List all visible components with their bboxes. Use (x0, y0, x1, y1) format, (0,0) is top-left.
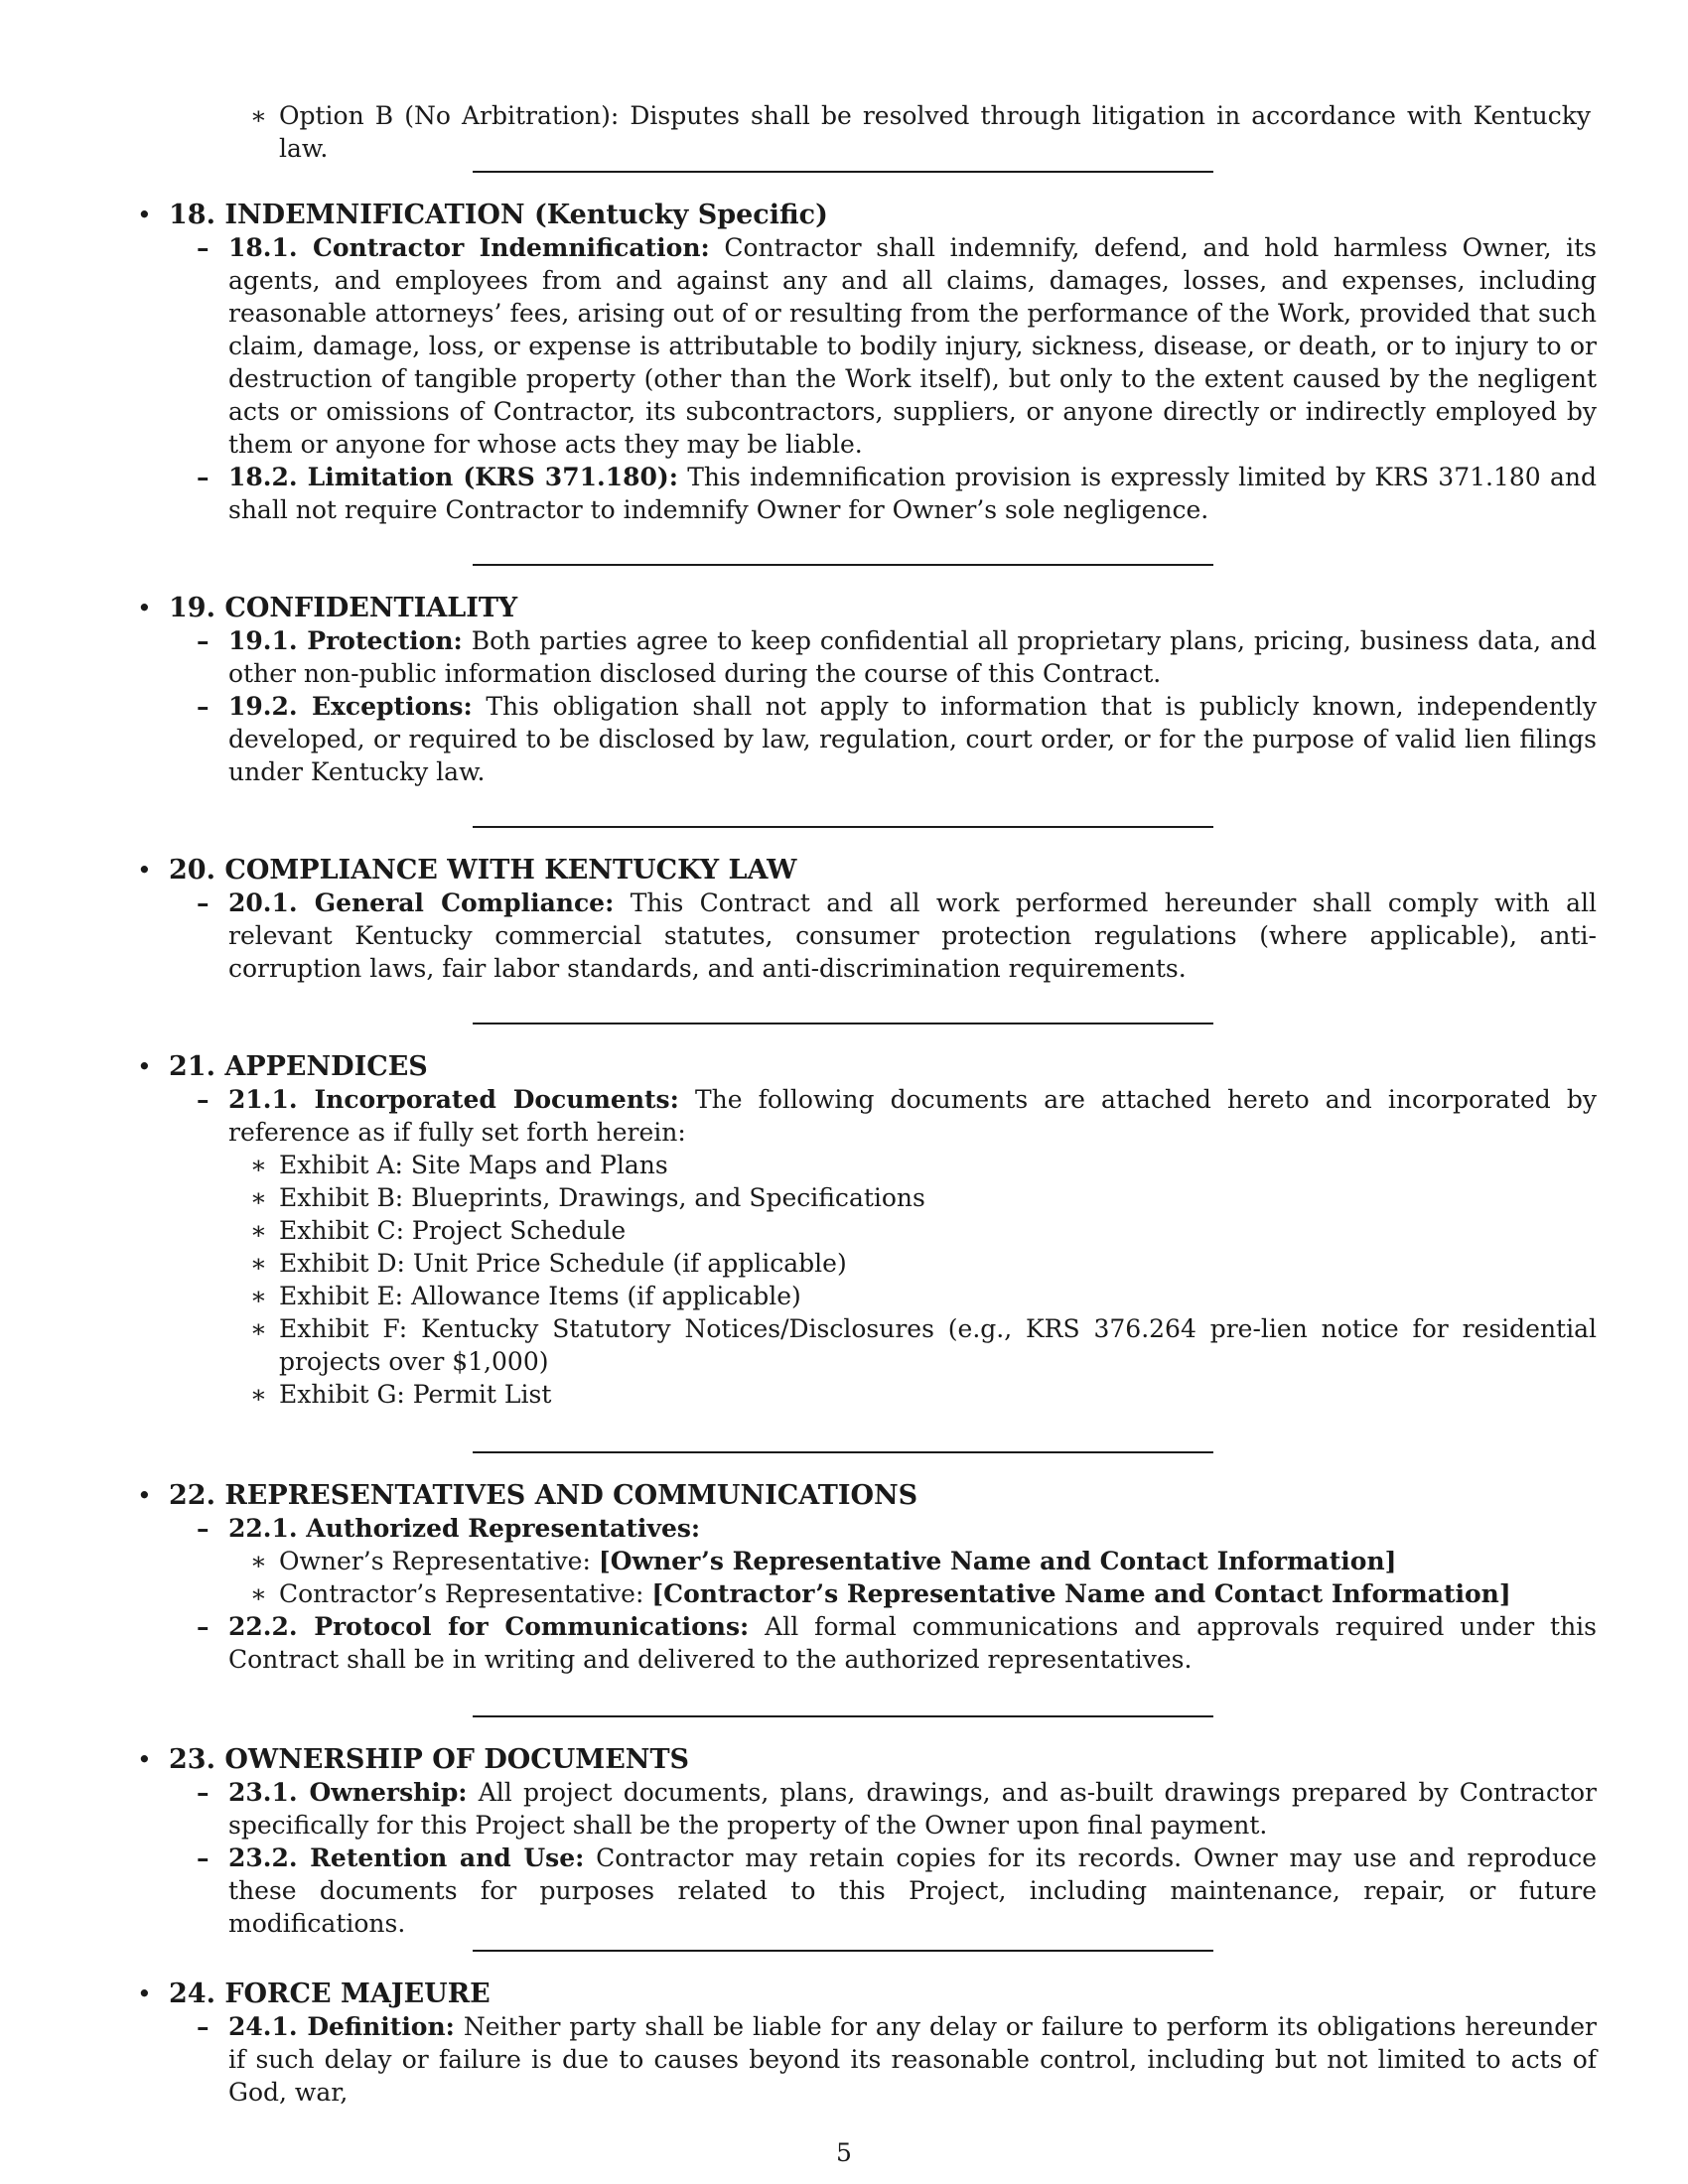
asterisk-bullet: ∗ (250, 1216, 267, 1245)
item-18-1-text: Contractor shall indemnify, defend, and hold harmless Owner, its agents, and employees from and against any and all claims, damages, losses, and expenses, including reasonable attorneys’ fees, arising out of or resulting from the performance of the Work, provided that such claim, damage, loss, or expense is attributable to bodily injury, sickness, disease, or death, or to injury to or destruction of tangible property (other than the Work itself), but only to the extent caused by the negligent acts or omissions of Contractor, its subcontractors, suppliers, or anyone directly or indirectly employed by them or anyone for whose acts they may be liable. (228, 233, 1598, 459)
section-bullet: • (137, 1481, 152, 1510)
section-divider (473, 564, 1213, 566)
exhibit-item (250, 1181, 1597, 1214)
item-20-1-label: 20.1. General Compliance: (228, 888, 615, 917)
exhibit-item (250, 1214, 1597, 1247)
item-22-2-label: 22.2. Protocol for Communications: (228, 1612, 750, 1641)
dash-bullet: – (197, 1085, 210, 1114)
item-19-2-text: This obligation shall not apply to information that is publicly known, independently developed, or required to be disclosed by law, regulation, court order, or for the purpose of valid lien filings under Kentucky law. (228, 692, 1597, 786)
exhibit-g: Exhibit G: Permit List (279, 1380, 552, 1409)
item-18-2-label: 18.2. Limitation (KRS 371.180): (228, 463, 678, 491)
section-bullet: • (137, 1979, 152, 2008)
section-divider (473, 826, 1213, 828)
section-23-title: 23. OWNERSHIP OF DOCUMENTS (169, 1744, 690, 1775)
option-b-item (250, 99, 1591, 165)
asterisk-bullet: ∗ (250, 1151, 267, 1179)
dash-bullet: – (197, 1514, 210, 1543)
dash-bullet: – (197, 888, 210, 917)
asterisk-bullet: ∗ (250, 1282, 267, 1310)
item-23-2 (197, 1842, 1597, 1940)
asterisk-bullet: ∗ (250, 1547, 267, 1575)
section-22 (137, 1479, 1597, 1676)
asterisk-bullet: ∗ (250, 101, 267, 130)
item-23-2-text: Contractor may retain copies for its records. Owner may use and reproduce these documents for purposes related to this Project, including maintenance, repair, or future modifications. (228, 1843, 1597, 1938)
asterisk-bullet: ∗ (250, 1380, 267, 1409)
exhibit-d: Exhibit D: Unit Price Schedule (if applicable) (279, 1249, 847, 1278)
page-number: 5 (836, 2138, 852, 2167)
item-20-1 (197, 887, 1597, 985)
asterisk-bullet: ∗ (250, 1183, 267, 1212)
contractor-rep-label: Contractor’s Representative: (279, 1579, 644, 1608)
option-b-text: Option B (No Arbitration): Disputes shall be resolved through litigation in accordance with Kentucky law. (279, 101, 1591, 163)
item-21-1-text: The following documents are attached hereto and incorporated by reference as if fully set forth herein: (228, 1085, 1597, 1147)
item-22-1 (197, 1512, 1597, 1545)
section-divider (473, 1715, 1213, 1717)
dash-bullet: – (197, 463, 210, 491)
item-24-1-text: Neither party shall be liable for any delay or failure to perform its obligations hereunder if such delay or failure is due to causes beyond its reasonable control, including but not limited to acts of God, war, (228, 2012, 1597, 2107)
item-18-2 (197, 461, 1597, 526)
item-18-1-label: 18.1. Contractor Indemnification: (228, 233, 710, 262)
item-19-2-label: 19.2. Exceptions: (228, 692, 473, 721)
exhibit-f: Exhibit F: Kentucky Statutory Notices/Disclosures (e.g., KRS 376.264 pre-lien notice for residential projects over $1,000) (279, 1314, 1597, 1376)
contractor-rep-value: [Contractor’s Representative Name and Contact Information] (651, 1579, 1511, 1608)
section-19-title: 19. CONFIDENTIALITY (169, 593, 518, 623)
asterisk-bullet: ∗ (250, 1249, 267, 1278)
section-20-title: 20. COMPLIANCE WITH KENTUCKY LAW (169, 855, 797, 886)
section-20 (137, 854, 1597, 985)
item-18-1 (197, 231, 1598, 461)
section-divider (473, 1950, 1213, 1952)
section-19 (137, 592, 1597, 788)
exhibit-a: Exhibit A: Site Maps and Plans (279, 1151, 668, 1179)
item-19-1-label: 19.1. Protection: (228, 626, 463, 655)
section-divider (473, 171, 1213, 173)
section-22-title: 22. REPRESENTATIVES AND COMMUNICATIONS (169, 1480, 918, 1511)
item-22-2-text: All formal communications and approvals required under this Contract shall be in writing and delivered to the authorized representatives. (228, 1612, 1598, 1674)
exhibit-item (250, 1280, 1597, 1312)
section-21-title: 21. APPENDICES (169, 1051, 428, 1082)
dash-bullet: – (197, 233, 210, 262)
section-18-title: 18. INDEMNIFICATION (Kentucky Specific) (169, 200, 828, 230)
item-23-2-label: 23.2. Retention and Use: (228, 1843, 585, 1872)
exhibit-e: Exhibit E: Allowance Items (if applicable) (279, 1282, 801, 1310)
section-bullet: • (137, 594, 152, 622)
owner-rep-value: [Owner’s Representative Name and Contact Information] (598, 1547, 1397, 1575)
dash-bullet: – (197, 1778, 210, 1807)
section-21 (137, 1050, 1597, 1411)
item-24-1 (197, 2010, 1597, 2109)
dash-bullet: – (197, 1843, 210, 1872)
exhibit-c: Exhibit C: Project Schedule (279, 1216, 627, 1245)
exhibit-item (250, 1378, 1597, 1411)
item-18-2-text: This indemnification provision is expressly limited by KRS 371.180 and shall not require Contractor to indemnify Owner for Owner’s sole negligence. (228, 463, 1597, 524)
item-21-1 (197, 1083, 1597, 1149)
dash-bullet: – (197, 626, 210, 655)
item-23-1-text: All project documents, plans, drawings, and as-built drawings prepared by Contractor specifically for this Project shall be the property of the Owner upon final payment. (228, 1778, 1597, 1840)
exhibit-item (250, 1247, 1597, 1280)
item-20-1-text: This Contract and all work performed hereunder shall comply with all relevant Kentucky commercial statutes, consumer protection regulations (where applicable), anti-corruption laws, fair labor standards, and anti-discrimination requirements. (228, 888, 1597, 983)
exhibit-b: Exhibit B: Blueprints, Drawings, and Specifications (279, 1183, 925, 1212)
asterisk-bullet: ∗ (250, 1579, 267, 1608)
dash-bullet: – (197, 692, 210, 721)
dash-bullet: – (197, 1612, 210, 1641)
item-19-2 (197, 690, 1597, 788)
item-21-1-label: 21.1. Incorporated Documents: (228, 1085, 679, 1114)
item-19-1 (197, 624, 1598, 690)
owner-rep-item (250, 1545, 1597, 1577)
section-24 (137, 1978, 1597, 2109)
owner-rep-label: Owner’s Representative: (279, 1547, 591, 1575)
asterisk-bullet: ∗ (250, 1314, 267, 1343)
section-bullet: • (137, 1745, 152, 1774)
item-24-1-label: 24.1. Definition: (228, 2012, 455, 2041)
section-bullet: • (137, 201, 152, 229)
section-18 (137, 199, 1597, 526)
section-divider (473, 1451, 1213, 1453)
item-22-1-label: 22.1. Authorized Representatives: (228, 1514, 701, 1543)
item-23-1-label: 23.1. Ownership: (228, 1778, 468, 1807)
exhibit-item (250, 1149, 1597, 1181)
section-bullet: • (137, 1052, 152, 1081)
section-bullet: • (137, 856, 152, 885)
section-23 (137, 1743, 1597, 1940)
contractor-rep-item (250, 1577, 1597, 1610)
section-divider (473, 1023, 1213, 1024)
exhibit-item (250, 1312, 1597, 1378)
section-24-title: 24. FORCE MAJEURE (169, 1979, 491, 2009)
item-22-2 (197, 1610, 1598, 1676)
item-19-1-text: Both parties agree to keep confidential all proprietary plans, pricing, business data, and other non-public information disclosed during the course of this Contract. (228, 626, 1598, 688)
dash-bullet: – (197, 2012, 210, 2041)
item-23-1 (197, 1776, 1597, 1842)
